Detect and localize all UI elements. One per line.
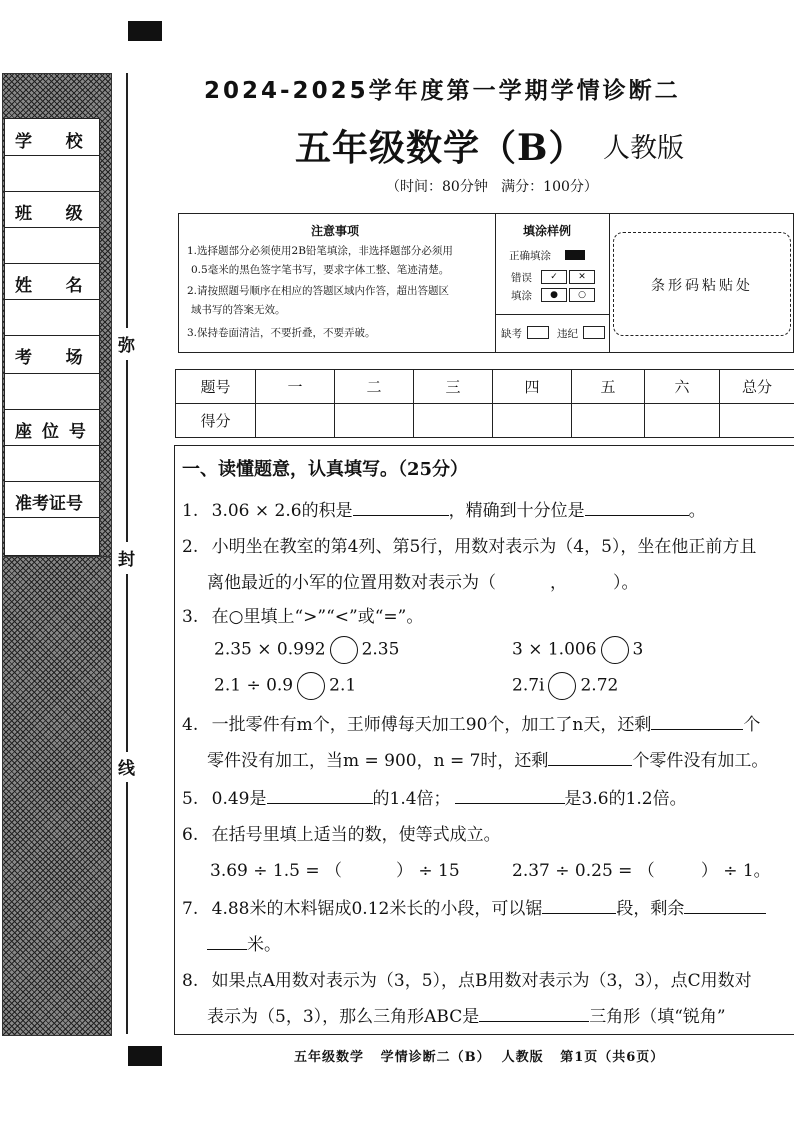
q-text: 的1.4倍； (372, 789, 451, 809)
q-number: 2. (182, 537, 199, 557)
q-text: 4.88米的木料锯成0.12米长的小段，可以锯 (211, 899, 543, 919)
score-header-cell: 一 (256, 370, 335, 404)
score-cell[interactable] (572, 404, 645, 438)
label-class: 班 级 (15, 204, 85, 224)
score-table-score-row (176, 404, 794, 438)
info-row (5, 445, 99, 446)
seal-char-xian: 线 (118, 759, 135, 779)
question-7-line-2 (207, 930, 281, 955)
question-4-line-1 (182, 710, 760, 735)
info-row (5, 191, 99, 192)
q-text: 一批零件有m个，王师傅每天加工90个，加工了n天，还剩 (211, 715, 652, 735)
score-header-cell: 五 (572, 370, 645, 404)
score-header-cell: 四 (493, 370, 572, 404)
score-cell[interactable] (645, 404, 720, 438)
q-text: 离他最近的小军的位置用数对表示为（ (207, 573, 496, 593)
wrong-label-2: 填涂 (511, 290, 532, 302)
q-text: 3.06 × 2.6的积是 (211, 501, 353, 521)
label-school: 学 校 (15, 132, 85, 152)
notice-line: 2.请按照题号顺序在相应的答题区域内作答，超出答题区 (187, 285, 450, 297)
score-table (175, 369, 794, 438)
question-5 (182, 784, 687, 809)
notice-title: 注意事项 (311, 224, 360, 238)
answer-blank[interactable] (684, 896, 766, 914)
q-text: ）。 (613, 573, 639, 593)
exam-edition: 人教版 (603, 133, 684, 164)
label-seat: 座 位 号 (15, 422, 88, 442)
binding-strip-bottom (2, 556, 112, 1036)
seal-char-feng: 封 (118, 550, 135, 570)
sample-title: 填涂样例 (523, 224, 572, 238)
violation-label: 违纪 (557, 328, 578, 340)
compare-circle[interactable] (330, 636, 358, 664)
seal-char-mi: 弥 (118, 336, 135, 356)
info-row (5, 373, 99, 374)
expression-left: 2.7i (512, 675, 545, 696)
barcode-area (613, 232, 791, 336)
score-cell[interactable] (335, 404, 414, 438)
correct-label: 正确填涂 (509, 250, 551, 262)
registration-mark-bottom (128, 1046, 162, 1066)
label-exam-room: 考 场 (15, 348, 85, 368)
notice-box (178, 213, 794, 353)
q6-expression-2 (512, 856, 771, 881)
section-1-title: 一、读懂题意，认真填写。（25分） (182, 459, 469, 480)
expression-right: 2.72 (580, 675, 619, 696)
notice-line: 域书写的答案无效。 (191, 304, 286, 316)
q-text: 个零件没有加工。 (632, 751, 769, 771)
q-number: 3. (182, 607, 199, 627)
score-header-cell: 总分 (720, 370, 794, 404)
info-row (5, 517, 99, 518)
q-text: 个 (743, 715, 761, 735)
notice-divider (609, 214, 610, 352)
q-number: 1. (182, 501, 199, 521)
q-text: 表示为（5，3），那么三角形ABC是 (207, 1007, 480, 1027)
expression-right: 2.35 (361, 639, 400, 660)
score-cell[interactable] (493, 404, 572, 438)
q-text: ，精确到十分位是 (448, 501, 585, 521)
wrong-sample-circle-icon: ○ (569, 288, 595, 302)
question-3 (182, 602, 423, 627)
absent-box[interactable] (527, 326, 549, 339)
answer-blank[interactable] (496, 571, 550, 588)
q-text: ， (550, 573, 567, 593)
exam-time-info: （时间：80分钟 满分：100分） (386, 179, 598, 195)
answer-blank[interactable] (455, 786, 565, 804)
info-row (5, 263, 99, 264)
question-8-line-2 (207, 1002, 726, 1027)
q-text: 0.49是 (211, 789, 267, 809)
q-number: 6. (182, 825, 199, 845)
answer-blank[interactable] (342, 859, 396, 876)
score-header-cell: 题号 (176, 370, 256, 404)
question-2-line-2 (207, 568, 639, 593)
q-text: 米。 (247, 935, 281, 955)
q-text: 在○里填上“>”“<”或“=”。 (211, 607, 424, 627)
answer-blank[interactable] (207, 932, 247, 950)
answer-blank[interactable] (542, 896, 616, 914)
expression-right: ） ÷ 1。 (700, 861, 771, 881)
label-ticket: 准考证号 (15, 494, 83, 514)
registration-mark-top (128, 21, 162, 41)
info-row (5, 335, 99, 336)
page-footer: 五年级数学 学情诊断二（B） 人教版 第1页（共6页） (294, 1050, 665, 1065)
q-text: 在括号里填上适当的数，使等式成立。 (211, 825, 501, 845)
student-info-box (4, 118, 100, 556)
question-7-line-1 (182, 894, 766, 919)
q-number: 8. (182, 971, 199, 991)
absent-label: 缺考 (501, 328, 522, 340)
score-cell[interactable] (414, 404, 493, 438)
wrong-sample-dot-icon: ● (541, 288, 567, 302)
question-2-line-1 (182, 532, 756, 557)
answer-blank[interactable] (353, 498, 449, 516)
q3-expression-1 (214, 636, 399, 664)
answer-blank[interactable] (479, 1004, 589, 1022)
label-name: 姓 名 (15, 276, 85, 296)
violation-box[interactable] (583, 326, 605, 339)
seal-line-segment (126, 360, 128, 542)
q3-expression-4 (512, 672, 618, 700)
seal-line-segment (126, 73, 128, 328)
barcode-label: 条形码粘贴处 (651, 278, 753, 294)
score-label-cell: 得分 (176, 404, 256, 438)
answer-blank[interactable] (655, 859, 701, 876)
compare-circle[interactable] (548, 672, 576, 700)
wrong-sample-check-icon: ✓ (541, 270, 567, 284)
question-4-line-2 (207, 746, 768, 771)
notice-divider (495, 214, 496, 352)
info-row (5, 155, 99, 156)
expression-right: ） ÷ 15 (396, 861, 460, 881)
question-6 (182, 820, 501, 845)
expression-left: 2.37 ÷ 0.25 = （ (512, 861, 655, 881)
sample-divider (495, 314, 609, 315)
expression-left: 3 × 1.006 (512, 639, 597, 660)
q-text: 段，剩余 (616, 899, 685, 919)
q-number: 4. (182, 715, 199, 735)
info-row (5, 481, 99, 482)
expression-right: 3 (632, 639, 644, 660)
expression-left: 2.1 ÷ 0.9 (214, 675, 294, 696)
exam-title-line1: 2024-2025学年度第一学期学情诊断二 (204, 78, 681, 104)
score-header-cell: 二 (335, 370, 414, 404)
score-header-cell: 六 (645, 370, 720, 404)
score-cell[interactable] (256, 404, 335, 438)
answer-blank[interactable] (267, 786, 373, 804)
notice-line: 3.保持卷面清洁，不要折叠，不要弄破。 (187, 327, 376, 339)
info-row (5, 227, 99, 228)
expression-left: 3.69 ÷ 1.5 = （ (210, 861, 342, 881)
q-text: 三角形（填“锐角” (589, 1007, 726, 1027)
exam-title-line2: 五年级数学（B） (295, 127, 586, 169)
expression-left: 2.35 × 0.992 (214, 639, 326, 660)
q-text: 零件没有加工，当m = 900，n = 7时，还剩 (207, 751, 549, 771)
correct-fill-sample (565, 250, 585, 260)
q6-expression-1 (210, 856, 460, 881)
answer-blank[interactable] (548, 748, 632, 766)
q-number: 5. (182, 789, 199, 809)
q3-expression-3 (214, 672, 356, 700)
expression-right: 2.1 (329, 675, 357, 696)
wrong-label-1: 错误 (511, 272, 532, 284)
score-table-header-row (176, 370, 794, 404)
score-header-cell: 三 (414, 370, 493, 404)
answer-blank[interactable] (567, 571, 613, 588)
score-cell[interactable] (720, 404, 794, 438)
q-text: 是3.6的1.2倍。 (564, 789, 687, 809)
notice-line: 0.5毫米的黑色签字笔书写，要求字体工整、笔迹清楚。 (191, 264, 450, 276)
seal-line-segment (126, 574, 128, 752)
info-row (5, 409, 99, 410)
q-number: 7. (182, 899, 199, 919)
question-8-line-1 (182, 966, 752, 991)
q3-expression-2 (512, 636, 643, 664)
answer-blank[interactable] (585, 498, 689, 516)
seal-line-segment (126, 782, 128, 1034)
compare-circle[interactable] (297, 672, 325, 700)
answer-blank[interactable] (651, 712, 743, 730)
q-text: 小明坐在教室的第4列、第5行，用数对表示为（4，5），坐在他正前方且 (211, 537, 757, 557)
notice-line: 1.选择题部分必须使用2B铅笔填涂，非选择题部分必须用 (187, 245, 453, 257)
question-1 (182, 496, 706, 521)
wrong-sample-cross-icon: ✕ (569, 270, 595, 284)
compare-circle[interactable] (601, 636, 629, 664)
q-text: 。 (688, 501, 706, 521)
q-text: 如果点A用数对表示为（3，5），点B用数对表示为（3，3），点C用数对 (211, 971, 752, 991)
info-row (5, 299, 99, 300)
